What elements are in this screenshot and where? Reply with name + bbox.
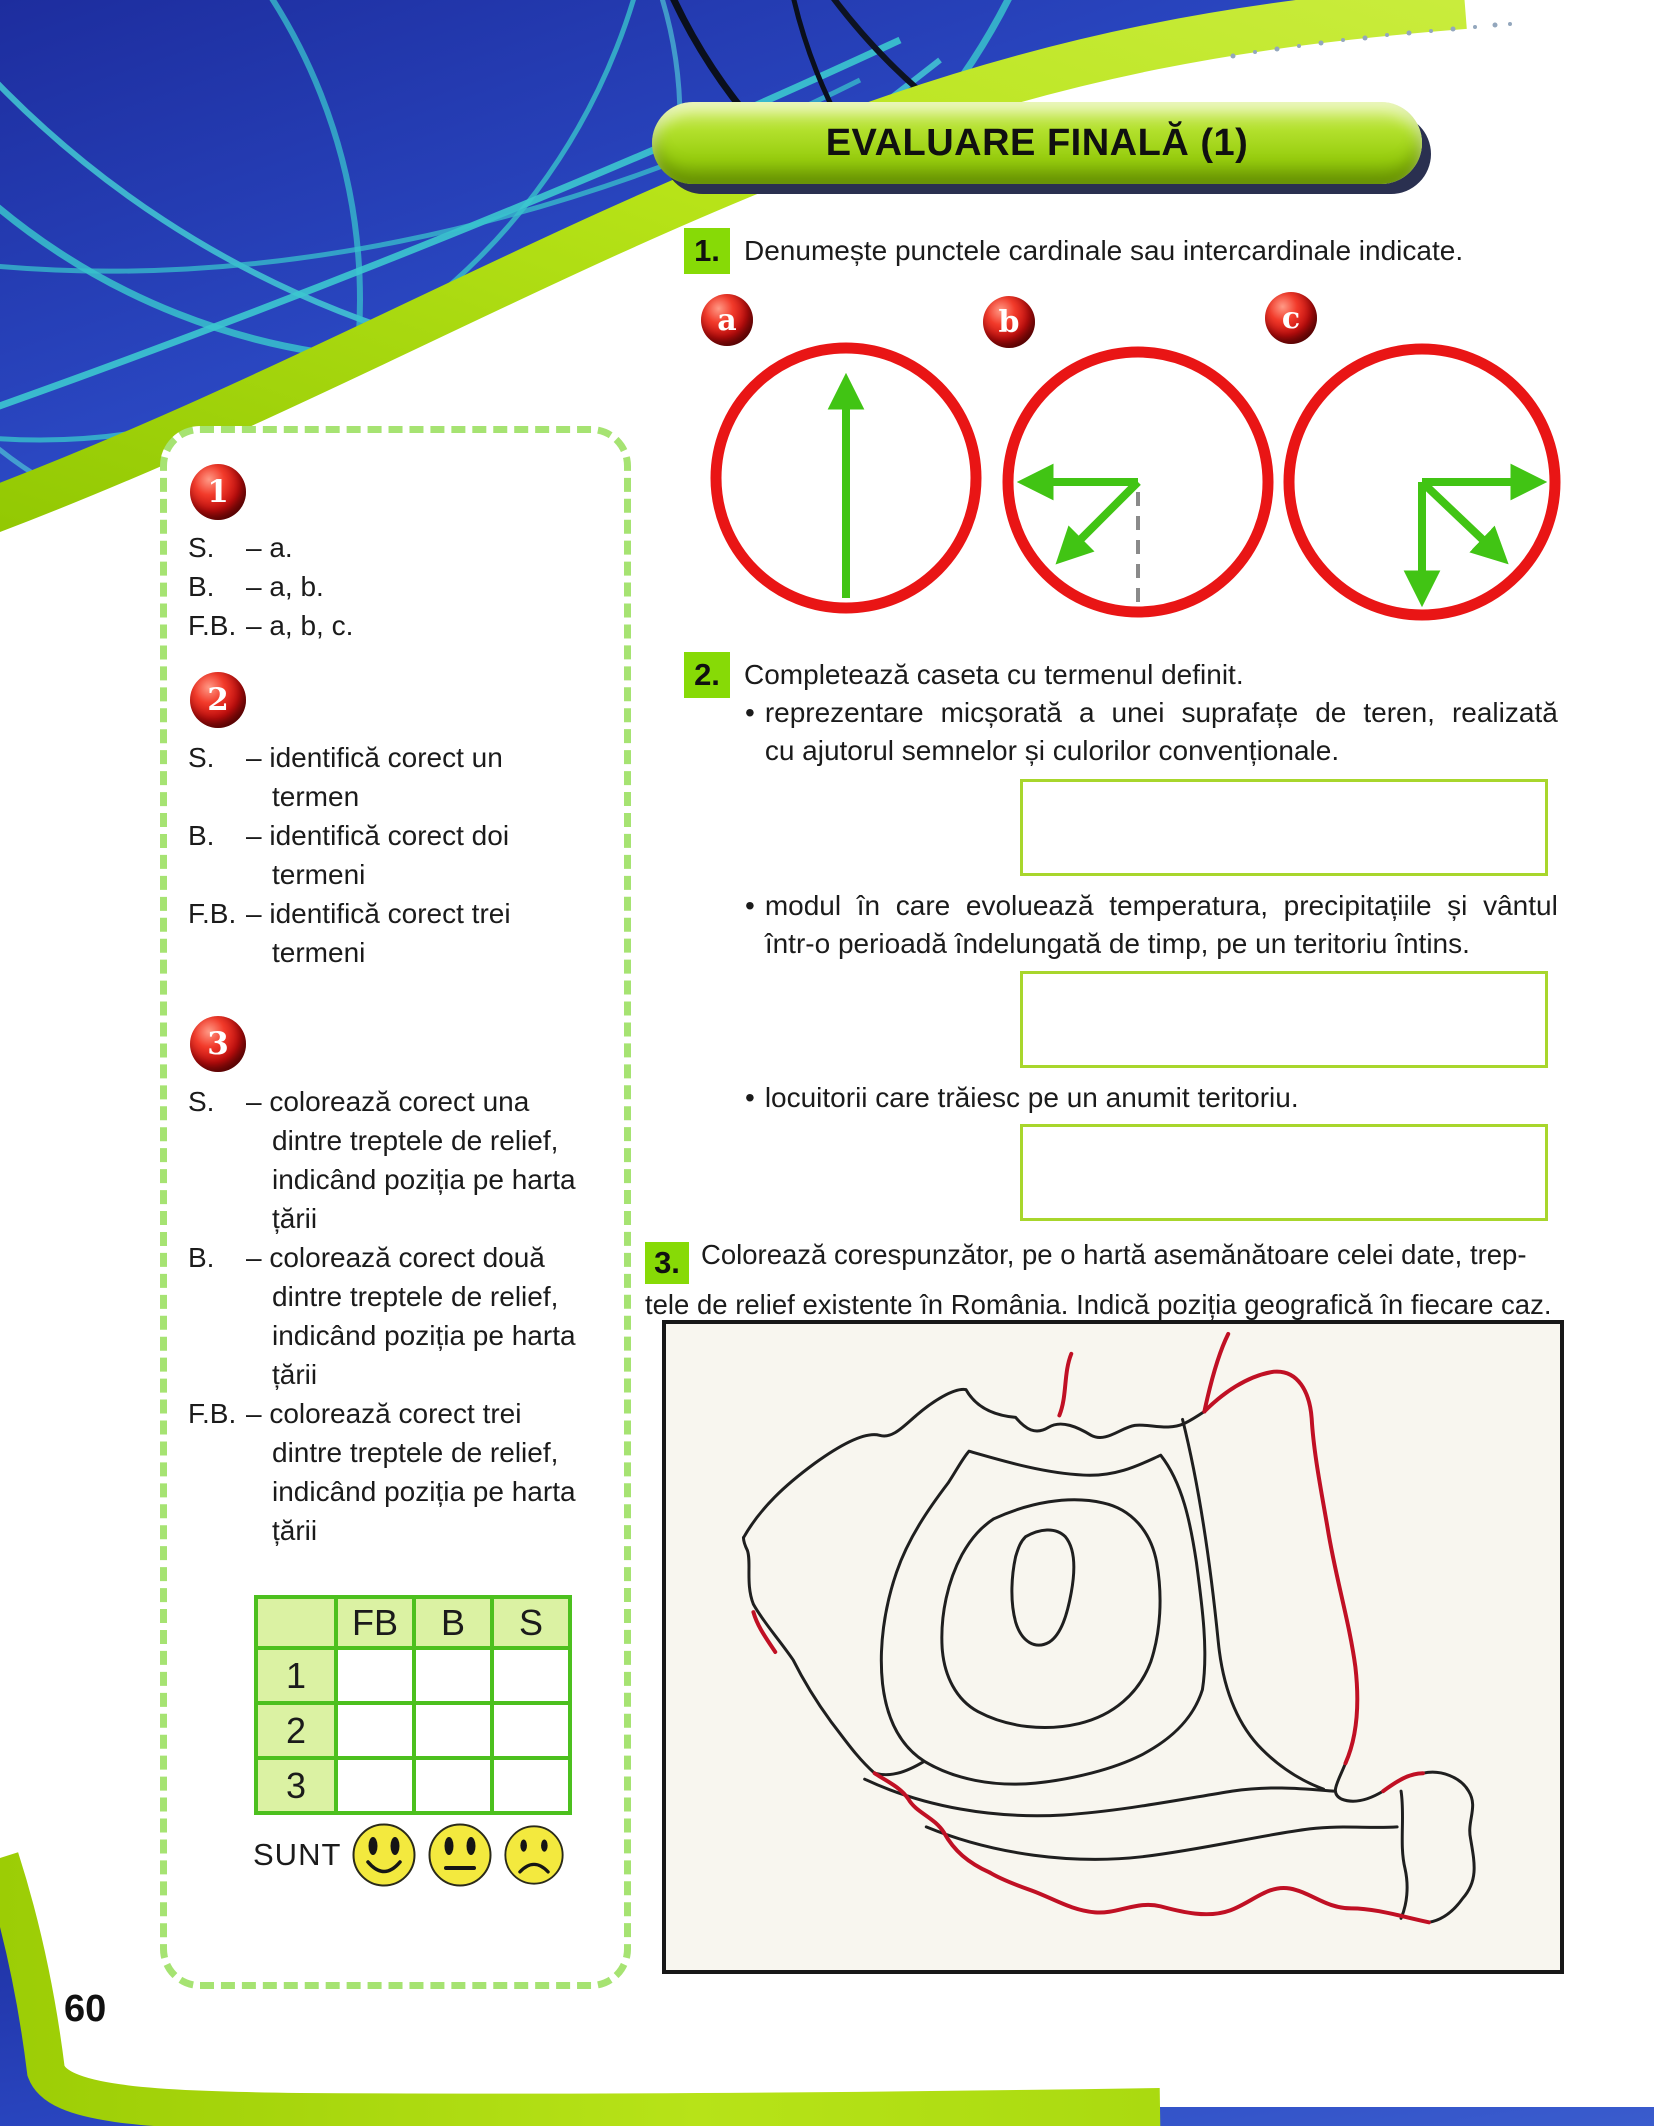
score-cell[interactable] [492, 1758, 570, 1813]
question-3-header [645, 1234, 1579, 1326]
definition-bullet-2: • modul în care evoluează temperatura, precipitațiile și vântul într-o perioadă îndelungată de timp, pe un teritoriu întins. [745, 887, 1569, 963]
question-1-text: Denumește punctele cardinale sau intercardinale indicate. [744, 235, 1464, 266]
score-cell[interactable] [336, 1648, 414, 1703]
rubric-item-1-ball: 1 [190, 464, 246, 520]
rubric-item-3-criteria: S. – colorează corect una dintre treptele de relief, indicând poziția pe harta țării B. – colorează corect două dintre treptele de relief, indicând poziția pe harta țării F.B. – colorează corect trei dintre treptele de relief, indicând poziția pe harta țării [188, 1086, 576, 1546]
bullet-icon: • [745, 697, 755, 728]
question-2-header [684, 652, 1244, 698]
sad-face-icon [503, 1824, 565, 1886]
question-2-text: Completează caseta cu termenul definit. [744, 659, 1244, 690]
score-cell[interactable] [414, 1703, 492, 1758]
compass-label-a: a [701, 294, 753, 346]
question-2-number-badge: 2. [684, 652, 730, 698]
score-cell[interactable] [414, 1758, 492, 1813]
table-header-b: B [414, 1597, 492, 1648]
table-header-s: S [492, 1597, 570, 1648]
happy-face-icon [351, 1822, 417, 1888]
definition-bullet-3: • locuitorii care trăiesc pe un anumit teritoriu. [745, 1079, 1569, 1117]
southwest-arrow-icon [1062, 482, 1138, 558]
answer-box-2[interactable] [1020, 971, 1548, 1068]
mood-label: SUNT [253, 1837, 342, 1872]
southeast-arrow-icon [1422, 482, 1502, 558]
question-3-text-line2: tele de relief existente în România. Indică poziția geografică în fiecare caz. [645, 1289, 1552, 1320]
romania-map-drawing [666, 1324, 1560, 1970]
question-1-header [684, 228, 1463, 274]
question-1-number-badge: 1. [684, 228, 730, 274]
row-label: 3 [256, 1758, 336, 1813]
rubric-item-3-ball: 3 [190, 1016, 246, 1072]
compass-circles [690, 330, 1580, 630]
compass-label-b: b [983, 296, 1035, 348]
rubric-item-2-criteria: S. – identifică corect un termen B. – identifică corect doi termeni F.B. – identifică corect trei termeni [188, 742, 511, 968]
definition-bullet-1: • reprezentare micșorată a unei suprafațe de teren, realizată cu ajutorul semnelor și culorilor convenționale. [745, 694, 1569, 770]
corner-dots-decoration [1225, 12, 1515, 72]
answer-box-3[interactable] [1020, 1124, 1548, 1221]
page-number: 60 [64, 1988, 107, 2030]
question-3-text-line1: Colorează corespunzător, pe o hartă asemănătoare celei date, trep- [701, 1239, 1527, 1270]
table-row [256, 1648, 570, 1703]
question-3-number-badge: 3. [645, 1242, 689, 1284]
bullet-icon: • [745, 890, 755, 921]
table-header-fb: FB [336, 1597, 414, 1648]
neutral-face-icon [427, 1822, 493, 1888]
row-label: 2 [256, 1703, 336, 1758]
table-row [256, 1703, 570, 1758]
score-cell[interactable] [414, 1648, 492, 1703]
table-row [256, 1758, 570, 1813]
romania-relief-map [662, 1320, 1564, 1974]
rubric-item-2-ball: 2 [190, 672, 246, 728]
score-cell[interactable] [492, 1703, 570, 1758]
mood-row [253, 1822, 565, 1888]
bullet-icon: • [745, 1082, 755, 1113]
table-header-row [256, 1597, 570, 1648]
table-corner-cell [256, 1597, 336, 1648]
page-title: EVALUARE FINALĂ (1) [825, 121, 1249, 164]
map-rivers-red [753, 1334, 1428, 1922]
score-cell[interactable] [336, 1758, 414, 1813]
row-label: 1 [256, 1648, 336, 1703]
score-cell[interactable] [492, 1648, 570, 1703]
page-header-banner [652, 102, 1422, 184]
rubric-item-1-criteria: S. – a. B. – a, b. F.B. – a, b, c. [188, 532, 354, 641]
score-table [254, 1595, 572, 1815]
compass-label-c: c [1265, 292, 1317, 344]
answer-box-1[interactable] [1020, 779, 1548, 876]
score-cell[interactable] [336, 1703, 414, 1758]
